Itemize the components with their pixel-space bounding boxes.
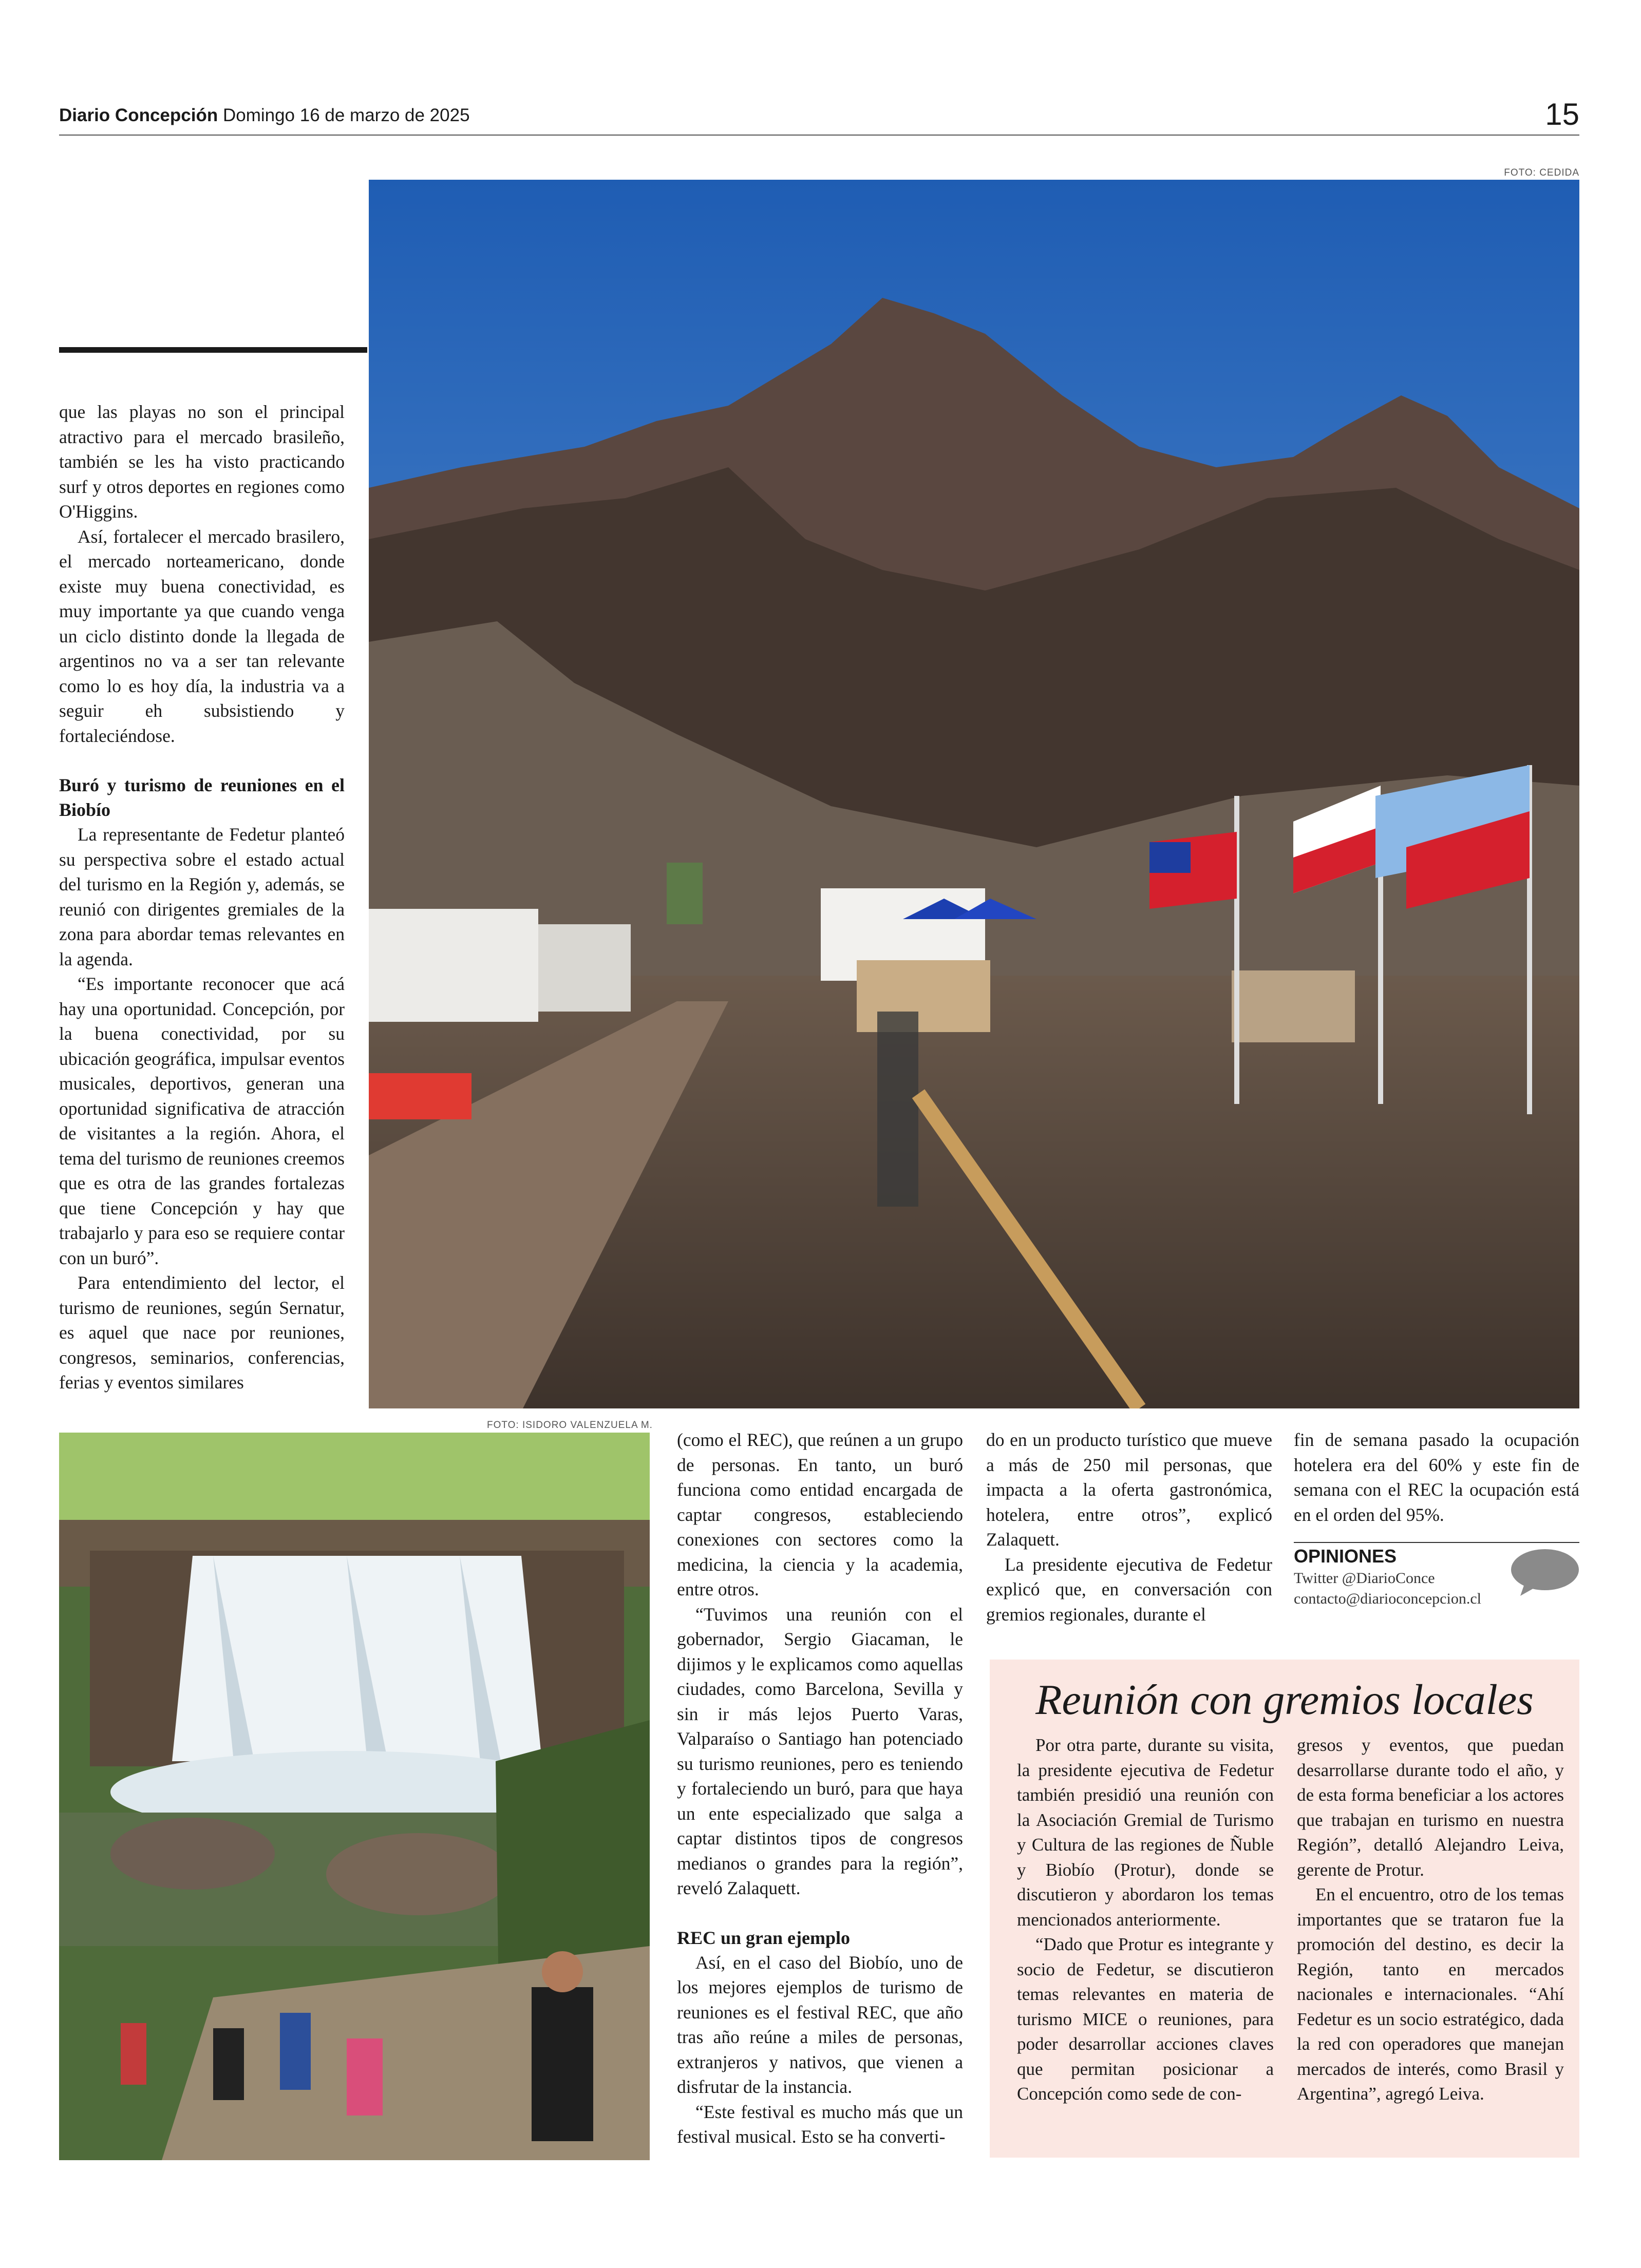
paragraph: La presidente ejecutiva de Fedetur explicó que, en conversación con gremios regionales, durante el <box>986 1554 1272 1625</box>
paragraph: “Tuvimos una reunión con el gobernador, Sergio Giacaman, le dijimos y le explicamos como aquellas ciudades, como Barcelona, Sevilla y sin ir más lejos Puerto Varas, Valparaíso o Santiago han potenciado su turismo reuniones, pero es teniendo y fortaleciendo un buró, para que haya un ente especializado que salga a captar distintos tipos de congresos medianos o grandes para la región”, reveló Zalaquett. <box>677 1604 963 1898</box>
sidebar-box-right-column <box>1297 1733 1564 2107</box>
paragraph: Por otra parte, durante su visita, la presidente ejecutiva de Fedetur también presidió una reunión con la Asociación Gremial de Turismo y Cultura de las regiones de Ñuble y Biobío (Protur), donde se discutieron y abordaron los temas mencionados anteriormente. <box>1017 1735 1274 1930</box>
speech-bubble-icon <box>1509 1548 1579 1597</box>
masthead <box>59 105 470 126</box>
opinions-email[interactable]: contacto@diarioconcepcion.cl <box>1294 1590 1481 1607</box>
paragraph: Así, fortalecer el mercado brasilero, el mercado norteamericano, donde existe muy buena conectividad, es muy importante ya que cuando venga un ciclo distinto donde la llegada de argentinos no va a ser tan relevante como lo es hoy día, la industria va a seguir eh subsistiendo y fortaleciéndose. <box>59 526 345 746</box>
paragraph: (como el REC), que reúnen a un grupo de personas. En tanto, un buró funciona como entidad encargada de captar congresos, estableciendo conexiones con sectores como la medicina, la ciencia y la academia, entre otros. <box>677 1430 963 1599</box>
mountain-camp-illustration <box>369 180 1579 1408</box>
section-rule <box>59 347 367 353</box>
bottom-photo-credit: FOTO: ISIDORO VALENZUELA M. <box>487 1420 653 1431</box>
opinions-title: OPINIONES <box>1294 1546 1397 1567</box>
page-number: 15 <box>1545 97 1579 131</box>
header-rule <box>59 135 1579 136</box>
paragraph: “Este festival es mucho más que un festival musical. Esto se ha converti- <box>677 2101 963 2147</box>
paragraph: gresos y eventos, que puedan desarrollarse durante todo el año, y de esta forma beneficiar a los actores que trabajan en turismo en nuestra Región”, detalló Alejandro Leiva, gerente de Protur. <box>1297 1735 1564 1880</box>
sidebar-box-title: Reunión con gremios locales <box>1035 1676 1534 1724</box>
opinions-twitter[interactable]: Twitter @DiarioConce <box>1294 1570 1435 1587</box>
paragraph: “Dado que Protur es integrante y socio de Fedetur, se discutieron temas relevantes en materia de turismo MICE o reuniones, para poder desarrollar acciones claves que permitan posicionar a Concepción como sede de con- <box>1017 1934 1274 2104</box>
paragraph: do en un producto turístico que mueve a más de 250 mil personas, que impacta a la oferta gastronómica, hotelera, entre otros”, explicó Zalaquett. <box>986 1430 1272 1550</box>
waterfall-illustration <box>59 1433 650 2160</box>
subhead-rec: REC un gran ejemplo <box>677 1927 851 1948</box>
paragraph: fin de semana pasado la ocupación hotelera era del 60% y este fin de semana con el REC la ocupación está en el orden del 95%. <box>1294 1430 1579 1525</box>
article-column-3 <box>986 1427 1272 1627</box>
subhead-buro: Buró y turismo de reuniones en el Biobío <box>59 775 345 820</box>
paragraph: Así, en el caso del Biobío, uno de los mejores ejemplos de turismo de reuniones es el festival REC, que año tras año reúne a miles de personas, extranjeros y nativos, que vienen a disfrutar de la instancia. <box>677 1952 963 2097</box>
waterfall-photo <box>59 1433 650 2160</box>
article-column-2 <box>677 1427 963 2149</box>
paragraph: En el encuentro, otro de los temas importantes que se trataron fue la promoción del destino, es decir la Región, tanto en mercados nacionales e internacionales. “Ahí Fedetur es un socio estratégico, dada la red con operadores que manejan mercados de interés, como Brasil y Argentina”, agregó Leiva. <box>1297 1884 1564 2104</box>
issue-date: Domingo 16 de marzo de 2025 <box>222 105 470 125</box>
publication-name: Diario Concepción <box>59 105 218 125</box>
sidebar-box-left-column <box>1017 1733 1274 2107</box>
paragraph: La representante de Fedetur planteó su perspectiva sobre el estado actual del turismo en la Región y, además, se reunió con dirigentes gremiales de la zona para abordar temas relevantes en la agenda. <box>59 824 345 969</box>
article-column-4 <box>1294 1427 1579 1527</box>
left-article-column <box>59 399 345 1395</box>
paragraph: que las playas no son el principal atractivo para el mercado brasileño, también se les ha visto practicando surf y otros deportes en regiones como O'Higgins. <box>59 402 345 522</box>
paragraph: “Es importante reconocer que acá hay una oportunidad. Concepción, por la buena conectividad, por su ubicación geográfica, impulsar eventos musicales, deportivos, generan una oportunidad significativa de atracción de visitantes a la región. Ahora, el tema del turismo de reuniones creemos que es otra de las grandes fortalezas que tiene Concepción y hay que trabajarlo y para eso se requiere contar con un buró”. <box>59 974 345 1268</box>
opinions-rule <box>1294 1542 1579 1543</box>
top-photo-credit: FOTO: CEDIDA <box>1504 167 1579 178</box>
mountain-camp-photo <box>369 180 1579 1408</box>
paragraph: Para entendimiento del lector, el turismo de reuniones, según Sernatur, es aquel que nace por reuniones, congresos, seminarios, conferencias, ferias y eventos similares <box>59 1272 345 1393</box>
